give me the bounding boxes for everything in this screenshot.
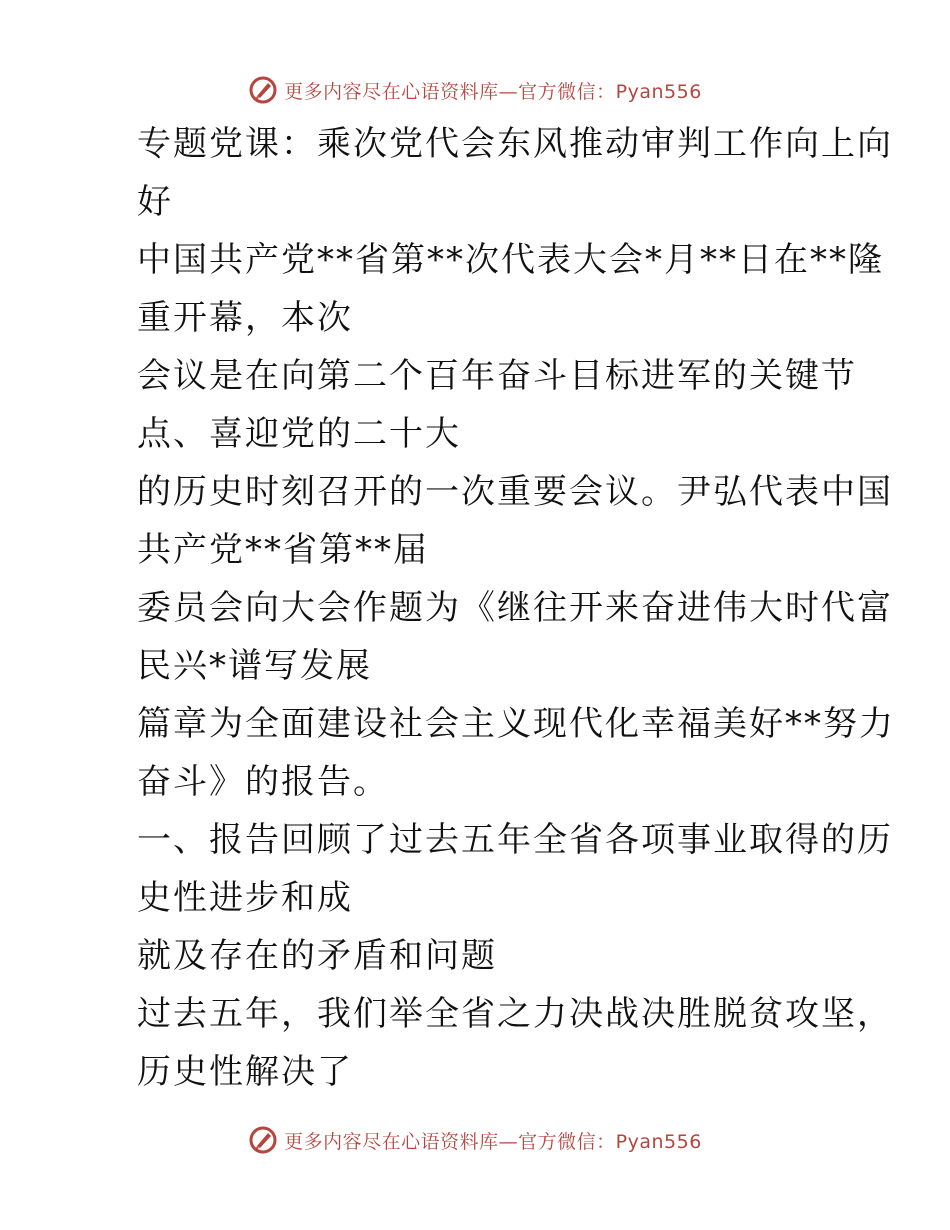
text-line: 点、喜迎党的二十大	[137, 414, 461, 454]
text-line: 篇章为全面建设社会主义现代化幸福美好**努力	[137, 704, 895, 744]
paragraph	[97, 811, 893, 927]
document-body	[97, 115, 895, 1101]
wechat-id: Pyan556	[615, 1130, 702, 1153]
paragraph	[97, 579, 893, 695]
text-line: 共产党**省第**届	[137, 530, 429, 570]
text-line: 历史性解决了	[137, 1052, 353, 1092]
text-line: 好	[137, 182, 173, 222]
pen-seal-icon	[248, 1125, 278, 1155]
paragraph	[97, 985, 893, 1101]
text-line: 民兴*谱写发展	[137, 646, 372, 686]
watermark-text: 更多内容尽在心语资料库—官方微信：Pyan556	[284, 1130, 702, 1153]
watermark-text: 更多内容尽在心语资料库—官方微信：Pyan556	[284, 80, 702, 103]
paragraph	[97, 115, 893, 231]
text-line: 委员会向大会作题为《继往开来奋进伟大时代富	[137, 588, 893, 628]
text-line: 奋斗》的报告。	[137, 762, 389, 802]
text-line: 中国共产党**省第**次代表大会*月**日在**隆	[137, 240, 884, 280]
paragraph	[97, 231, 884, 347]
text-line: 一、报告回顾了过去五年全省各项事业取得的历	[137, 820, 893, 860]
text-line: 专题党课：乘次党代会东风推动审判工作向上向	[137, 124, 893, 164]
text-line: 史性进步和成	[137, 878, 353, 918]
text-line: 的历史时刻召开的一次重要会议。尹弘代表中国	[137, 472, 893, 512]
text-line: 会议是在向第二个百年奋斗目标进军的关键节	[137, 356, 857, 396]
paragraph	[97, 695, 895, 811]
paragraph	[97, 347, 857, 463]
text-line: 过去五年，我们举全省之力决战决胜脱贫攻坚，	[137, 994, 893, 1034]
watermark-header	[0, 70, 950, 110]
wechat-id: Pyan556	[615, 80, 702, 103]
text-line: 重开幕，本次	[137, 298, 353, 338]
text-line: 就及存在的矛盾和问题	[137, 936, 497, 976]
paragraph	[97, 463, 893, 579]
pen-seal-icon	[248, 75, 278, 105]
paragraph	[97, 927, 852, 985]
watermark-footer	[0, 1120, 950, 1160]
